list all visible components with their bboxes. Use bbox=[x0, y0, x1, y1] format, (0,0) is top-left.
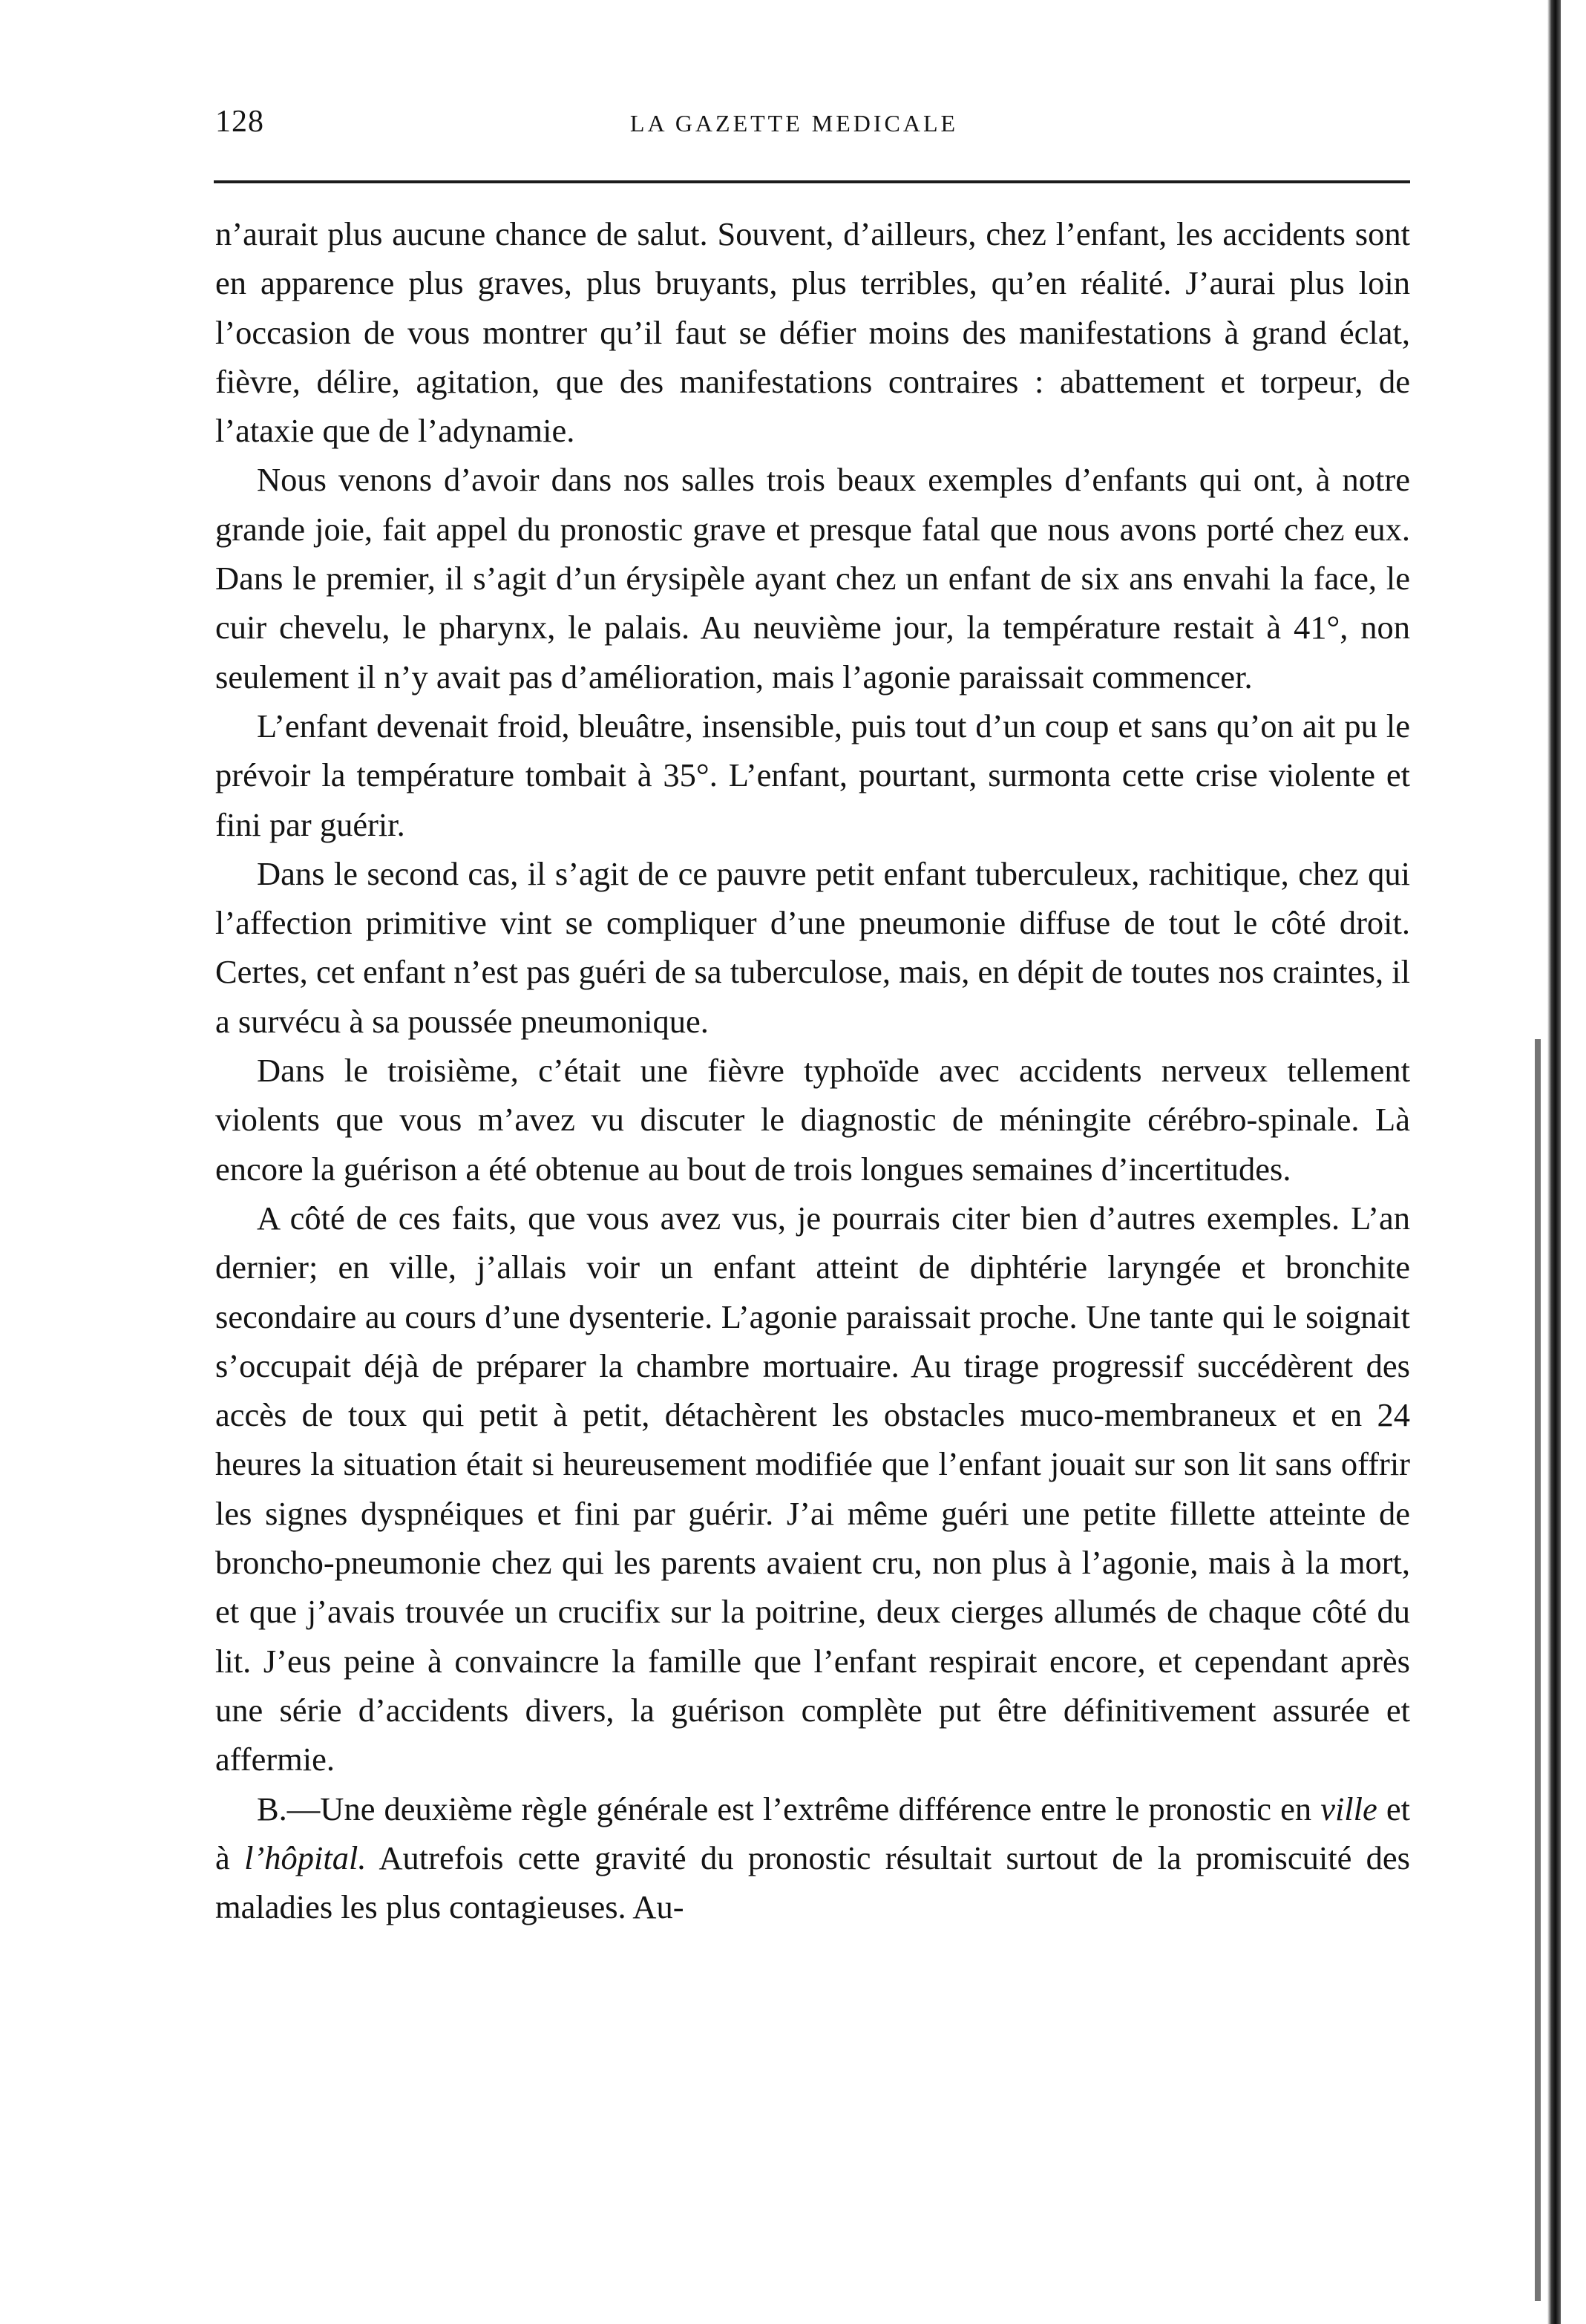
binding-edge bbox=[1547, 0, 1561, 2324]
paragraph-7 bbox=[215, 1784, 1410, 1932]
paragraph-7-part-2: et à bbox=[215, 1790, 1410, 1876]
header-rule bbox=[214, 180, 1410, 183]
paragraph-2: Nous venons d’avoir dans nos salles trois beaux exemples d’enfants qui ont, à notre grande joie, fait appel du pronostic grave et presque fatal que nous avons porté chez eux. Dans le premier, il s’agit d’un érysipèle ayant chez un enfant de six ans envahi la face, le cuir chevelu, le pharynx, le palais. Au neuvième jour, la température restait à 41°, non seulement il n’y avait pas d’amélioration, mais l’agonie paraissait commencer. bbox=[215, 461, 1410, 695]
running-title: LA GAZETTE MEDICALE bbox=[629, 110, 959, 137]
paragraph-7-part-3: Autrefois cette gravité du pronostic résultait surtout de la promiscuité des maladies les plus contagieuses. Au- bbox=[215, 1839, 1410, 1926]
body-text bbox=[215, 209, 1410, 1931]
paragraph-5: Dans le troisième, c’était une fièvre typhoïde avec accidents nerveux tellement violents que vous m’avez vu discuter le diagnostic de méningite cérébro-spinale. Là encore la guérison a été obtenue au bout de trois longues semaines d’incertitudes. bbox=[215, 1052, 1410, 1188]
paragraph-6: A côté de ces faits, que vous avez vus, je pourrais citer bien d’autres exemples. L’an dernier; en ville, j’allais voir un enfant atteint de diphtérie laryngée et bronchite secondaire au cours d’une dysenterie. L’agonie paraissait proche. Une tante qui le soignait s’occupait déjà de préparer la chambre mortuaire. Au tirage progressif succédèrent des accès de toux qui petit à petit, détachèrent les obstacles muco-membraneux et en 24 heures la situation était si heureusement modifiée que l’enfant jouait sur son lit sans offrir les signes dyspnéiques et fini par guérir. J’ai même guéri une petite fillette atteinte de broncho-pneumonie chez qui les parents avaient cru, non plus à l’agonie, mais à la mort, et que j’avais trouvée un crucifix sur la poitrine, deux cierges allumés de chaque côté du lit. J’eus peine à convaincre la famille que l’enfant respirait encore, et cependant après une série d’accidents divers, la guérison complète put être définitivement assurée et affermie. bbox=[215, 1199, 1410, 1778]
paragraph-4: Dans le second cas, il s’agit de ce pauvre petit enfant tuberculeux, rachitique, chez qui l’affection primitive vint se compliquer d’une pneumonie diffuse de tout le côté droit. Certes, cet enfant n’est pas guéri de sa tuberculose, mais, en dépit de toutes nos craintes, il a survécu à sa poussée pneumonique. bbox=[215, 854, 1410, 1040]
paragraph-7-italic-hopital: l’hôpital. bbox=[244, 1839, 367, 1876]
page-number: 128 bbox=[215, 105, 264, 139]
page-edge-shadow bbox=[1535, 1039, 1541, 2301]
paragraph-7-part-1: B.—Une deuxième règle générale est l’extrême différence entre le pronostic en bbox=[257, 1790, 1321, 1827]
paragraph-7-italic-ville: ville bbox=[1320, 1790, 1377, 1827]
paragraph-1: n’aurait plus aucune chance de salut. Souvent, d’ailleurs, chez l’enfant, les accidents sont en apparence plus graves, plus bruyants, plus terribles, qu’en réalité. J’aurai plus loin l’occasion de vous montrer qu’il faut se défier moins des manifestations à grand éclat, fièvre, délire, agitation, que des manifestations contraires : abattement et torpeur, de l’ataxie que de l’adynamie. bbox=[215, 215, 1410, 450]
paragraph-3: L’enfant devenait froid, bleuâtre, insensible, puis tout d’un coup et sans qu’on ait pu le prévoir la température tombait à 35°. L’enfant, pourtant, surmonta cette crise violente et fini par guérir. bbox=[215, 707, 1410, 843]
